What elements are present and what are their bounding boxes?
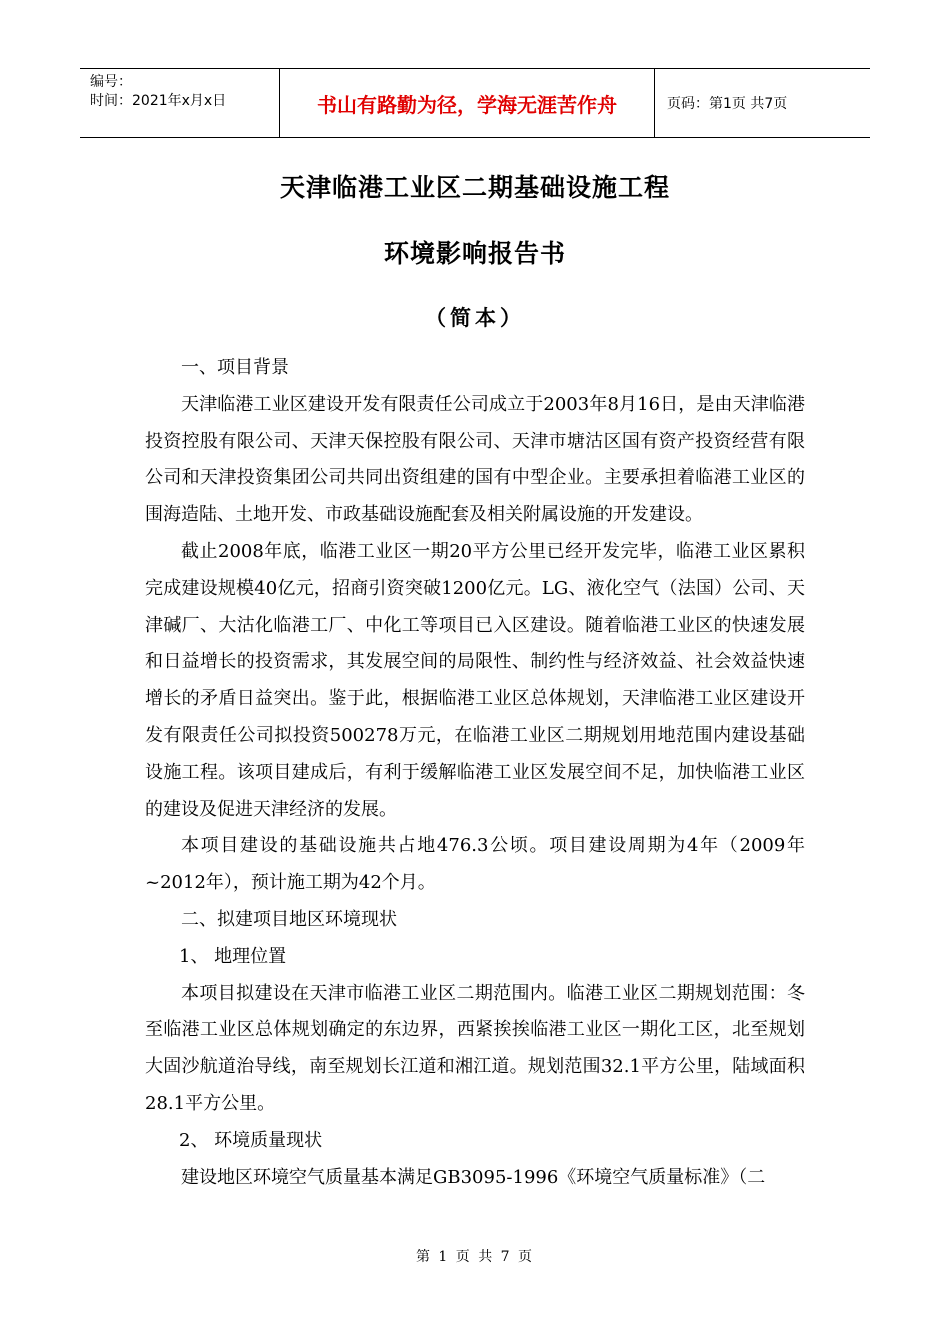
document-body [145,350,805,1196]
header-motto: 书山有路勤为径，学海无涯苦作舟 [280,69,655,137]
section-heading: 二、拟建项目地区环境现状 [181,908,397,930]
document-subtitle: 环境影响报告书 [383,239,566,268]
document-edition: （简本） [425,305,525,330]
number-label: 编号： [90,74,132,90]
paragraph: 建设地区环境空气质量基本满足GB3095-1996《环境空气质量标准》（二 [181,1166,766,1188]
subsection-heading: 2、 环境质量现状 [179,1129,323,1151]
paragraph: 本项目拟建设在天津市临港工业区二期范围内。临港工业区二期规划范围：冬至临港工业区总体规划确定的东边界，西紧挨挨临港工业区一期化工区，北至规划大固沙航道治导线，南至规划长江道和湘江道。规划范围32.1平方公里，陆域面积28.1平方公里。 [145,982,805,1114]
subsection-heading: 1、 地理位置 [179,945,287,967]
time-label: 时间：2021年x月x日 [90,93,227,109]
paragraph: 天津临港工业区建设开发有限责任公司成立于2003年8月16日，是由天津临港投资控股有限公司、天津天保控股有限公司、天津市塘沽区国有资产投资经营有限公司和天津投资集团公司共同出资组建的国有中型企业。主要承担着临港工业区的围海造陆、土地开发、市政基础设施配套及相关附属设施的开发建设。 [145,393,805,526]
header-table [80,68,870,138]
paragraph: 截止2008年底，临港工业区一期20平方公里已经开发完毕，临港工业区累积完成建设规模40亿元，招商引资突破1200亿元。LG、液化空气（法国）公司、天津碱厂、大沽化临港工厂、中化工等项目已入区建设。随着临港工业区的快速发展和日益增长的投资需求，其发展空间的局限性、制约性与经济效益、社会效益快速增长的矛盾日益突出。鉴于此，根据临港工业区总体规划，天津临港工业区建设开发有限责任公司拟投资500278万元，在临港工业区二期规划用地范围内建设基础设施工程。该项目建成后，有利于缓解临港工业区发展空间不足，加快临港工业区的建设及促进天津经济的发展。 [145,540,805,820]
document-title: 天津临港工业区二期基础设施工程 [279,173,670,202]
header-page-label: 页码：第1页 共7页 [667,96,788,112]
section-heading: 一、项目背景 [181,357,289,378]
header-left-cell [80,69,280,137]
paragraph: 本项目建设的基础设施共占地476.3公顷。项目建设周期为4年（2009年~2012年），预计施工期为42个月。 [145,835,805,894]
page-footer: 第 1 页 共 7 页 [415,1249,535,1265]
